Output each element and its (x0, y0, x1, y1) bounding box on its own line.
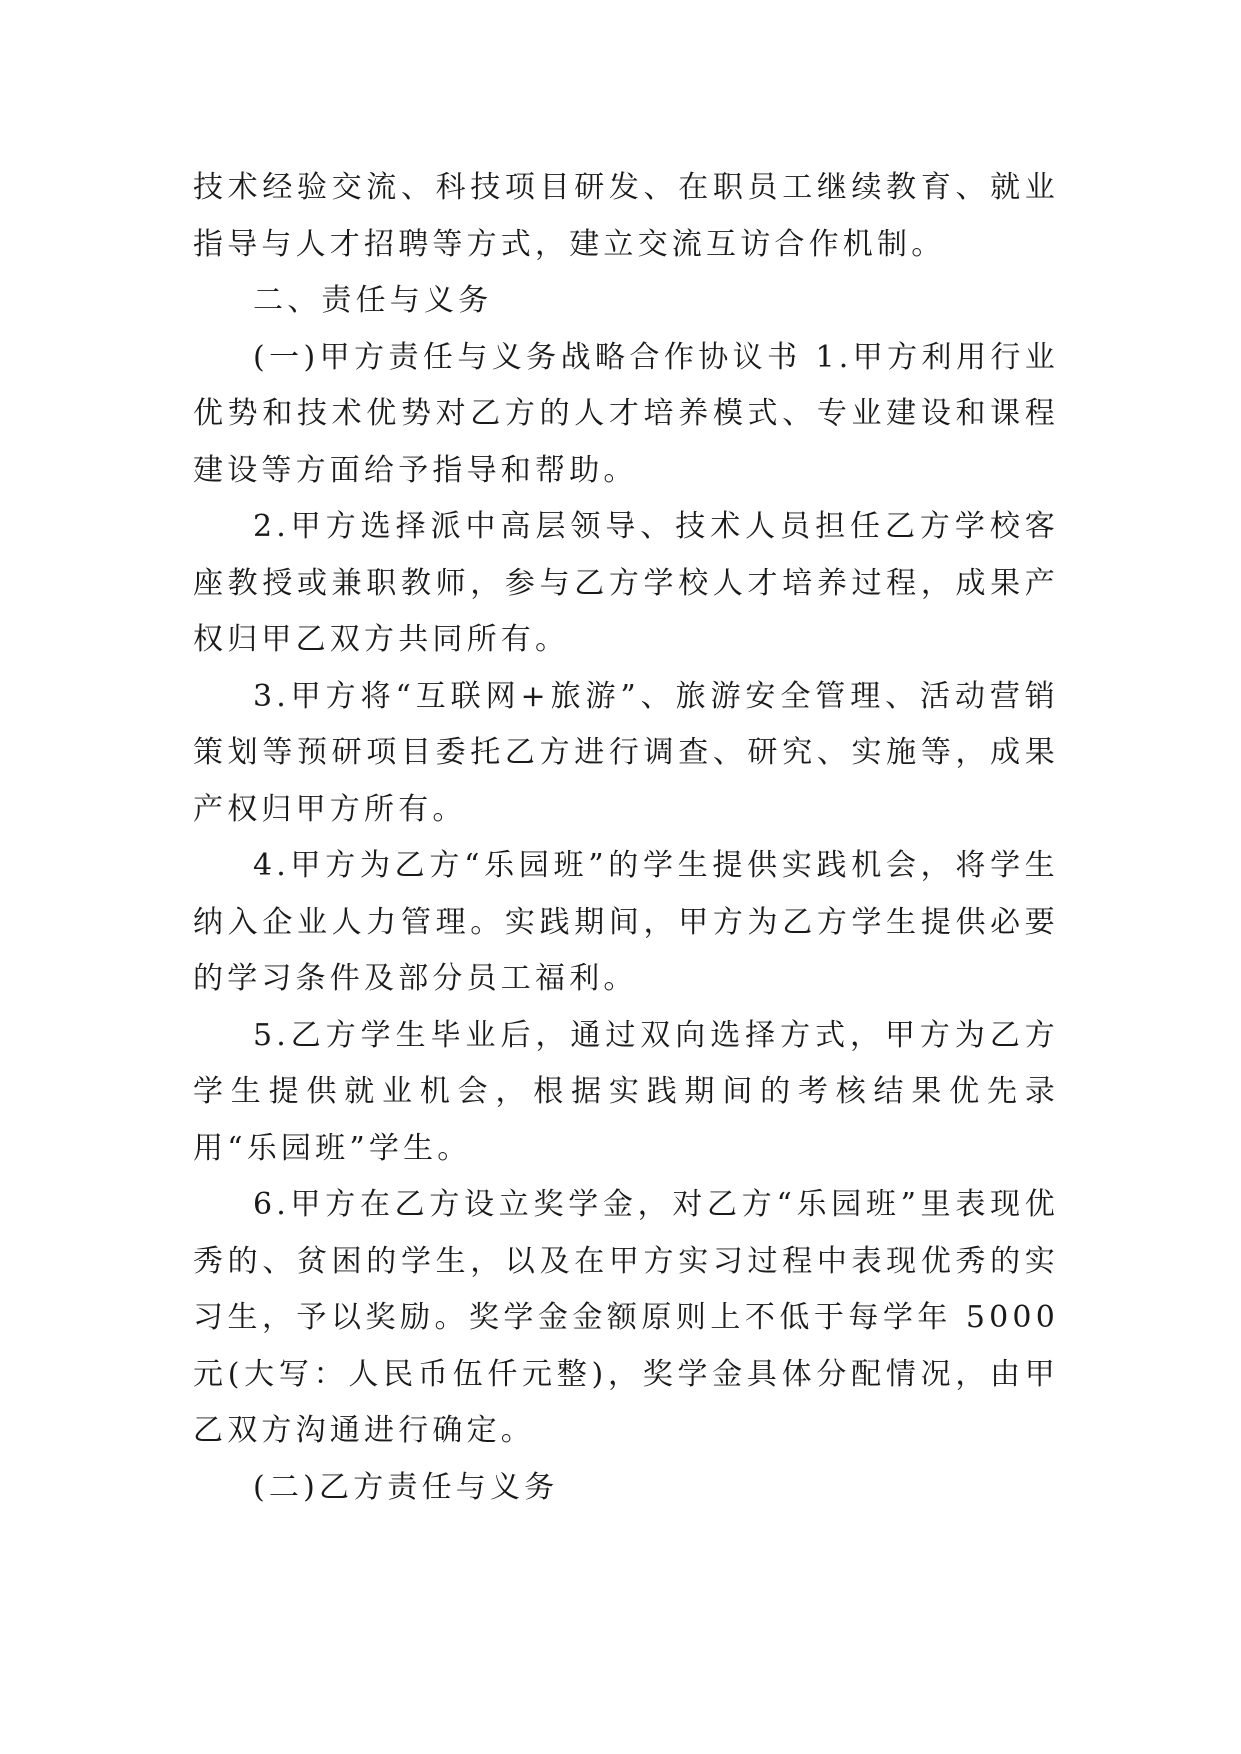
paragraph-party-a-2: 2.甲方选择派中高层领导、技术人员担任乙方学校客座教授或兼职教师，参与乙方学校人才培养过程，成果产权归甲乙双方共同所有。 (193, 509, 1059, 657)
paragraph-party-a-1: (一)甲方责任与义务战略合作协议书 1.甲方利用行业优势和技术优势对乙方的人才培养模式、专业建设和课程建设等方面给予指导和帮助。 (193, 339, 1059, 488)
paragraph-party-a-3: 3.甲方将“互联网+旅游”、旅游安全管理、活动营销策划等预研项目委托乙方进行调查、研究、实施等，成果产权归甲方所有。 (193, 678, 1059, 827)
section-heading-responsibilities: 二、责任与义务 (253, 283, 493, 318)
paragraph-party-a-4: 4.甲方为乙方“乐园班”的学生提供实践机会，将学生纳入企业人力管理。实践期间，甲方为乙方学生提供必要的学习条件及部分员工福利。 (193, 848, 1059, 996)
paragraph-party-a-5: 5.乙方学生毕业后，通过双向选择方式，甲方为乙方学生提供就业机会，根据实践期间的考核结果优先录用“乐园班”学生。 (193, 1017, 1059, 1166)
document-body (193, 160, 1059, 1516)
paragraph-party-a-6: 6.甲方在乙方设立奖学金，对乙方“乐园班”里表现优秀的、贫困的学生，以及在甲方实习过程中表现优秀的实习生，予以奖励。奖学金金额原则上不低于每学年 5000 元(大写：人民币伍仟元整)，奖学金具体分配情况，由甲乙双方沟通进行确定。 (193, 1187, 1059, 1448)
paragraph-continuation: 技术经验交流、科技项目研发、在职员工继续教育、就业指导与人才招聘等方式，建立交流互访合作机制。 (193, 170, 1059, 262)
subsection-heading-party-b: (二)乙方责任与义务 (253, 1469, 559, 1505)
